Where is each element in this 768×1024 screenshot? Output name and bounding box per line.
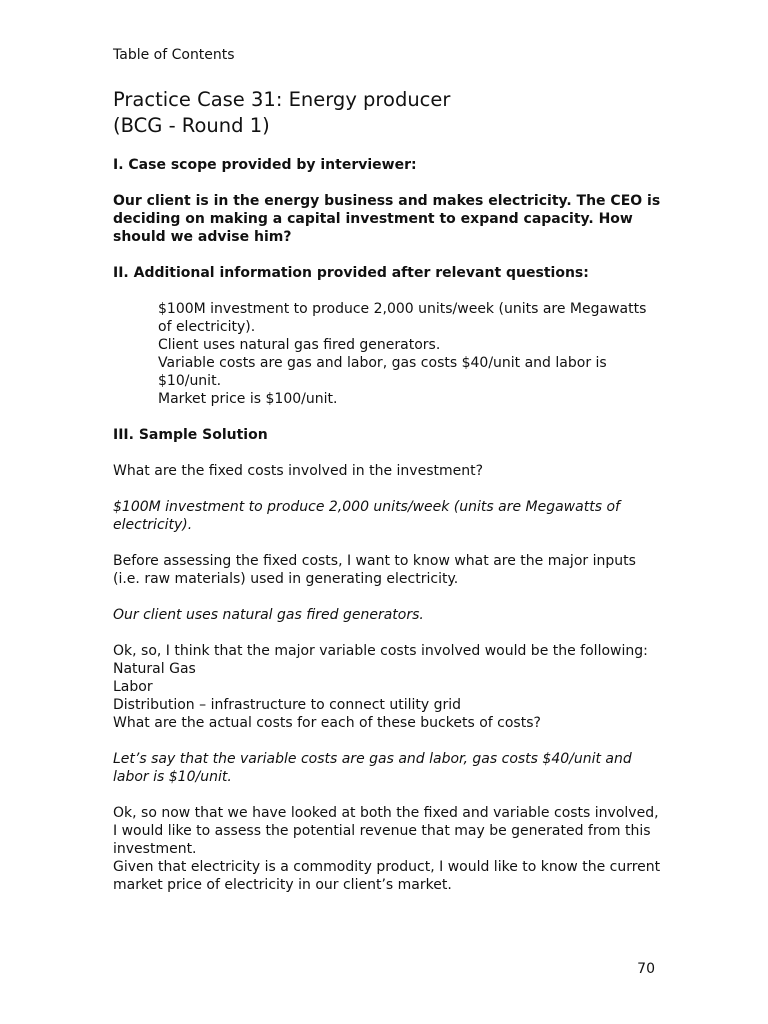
case-scope-text: Our client is in the energy business and makes electricity. The CEO is deciding on making a capital investment to expand capacity. How should we advise him? xyxy=(113,193,661,245)
section-3-heading: III. Sample Solution xyxy=(113,427,268,443)
answer-inputs: Our client uses natural gas fired generators. xyxy=(113,607,424,623)
answer-variable-costs: Let’s say that the variable costs are gas and labor, gas costs $40/unit and labor is $10/unit. xyxy=(113,751,632,785)
list-item: Labor xyxy=(113,679,153,695)
section-1-heading: I. Case scope provided by interviewer: xyxy=(113,157,417,173)
paragraph-major-inputs: Before assessing the fixed costs, I want to know what are the major inputs (i.e. raw materials) used in generating electricity. xyxy=(113,553,636,587)
paragraph-line: Ok, so now that we have looked at both the fixed and variable costs involved, I would like to assess the potential revenue that may be generated from this investment. xyxy=(113,805,659,857)
question-fixed-costs: What are the fixed costs involved in the investment? xyxy=(113,463,484,479)
answer-fixed-costs: $100M investment to produce 2,000 units/week (units are Megawatts of electricity). xyxy=(113,499,620,533)
list-item: Ok, so, I think that the major variable costs involved would be the following: xyxy=(113,643,648,659)
info-item: $100M investment to produce 2,000 units/week (units are Megawatts of electricity). xyxy=(158,301,647,335)
document-page xyxy=(113,45,661,975)
table-of-contents-link[interactable]: Table of Contents xyxy=(113,47,235,63)
info-item: Market price is $100/unit. xyxy=(158,391,338,407)
list-item: What are the actual costs for each of these buckets of costs? xyxy=(113,715,541,731)
case-title xyxy=(113,87,661,139)
paragraph-line: Given that electricity is a commodity product, I would like to know the current market price of electricity in our client’s market. xyxy=(113,859,661,893)
info-item: Variable costs are gas and labor, gas costs $40/unit and labor is $10/unit. xyxy=(158,355,607,389)
additional-info-list xyxy=(113,300,661,408)
section-2-heading: II. Additional information provided after relevant questions: xyxy=(113,265,589,281)
revenue-paragraph xyxy=(113,804,661,894)
page-number: 70 xyxy=(637,961,655,977)
case-title-line-2: (BCG - Round 1) xyxy=(113,114,270,137)
case-title-line-1: Practice Case 31: Energy producer xyxy=(113,88,451,111)
list-item: Natural Gas xyxy=(113,661,196,677)
info-item: Client uses natural gas fired generators. xyxy=(158,337,441,353)
variable-costs-list xyxy=(113,642,661,732)
list-item: Distribution – infrastructure to connect utility grid xyxy=(113,697,462,713)
